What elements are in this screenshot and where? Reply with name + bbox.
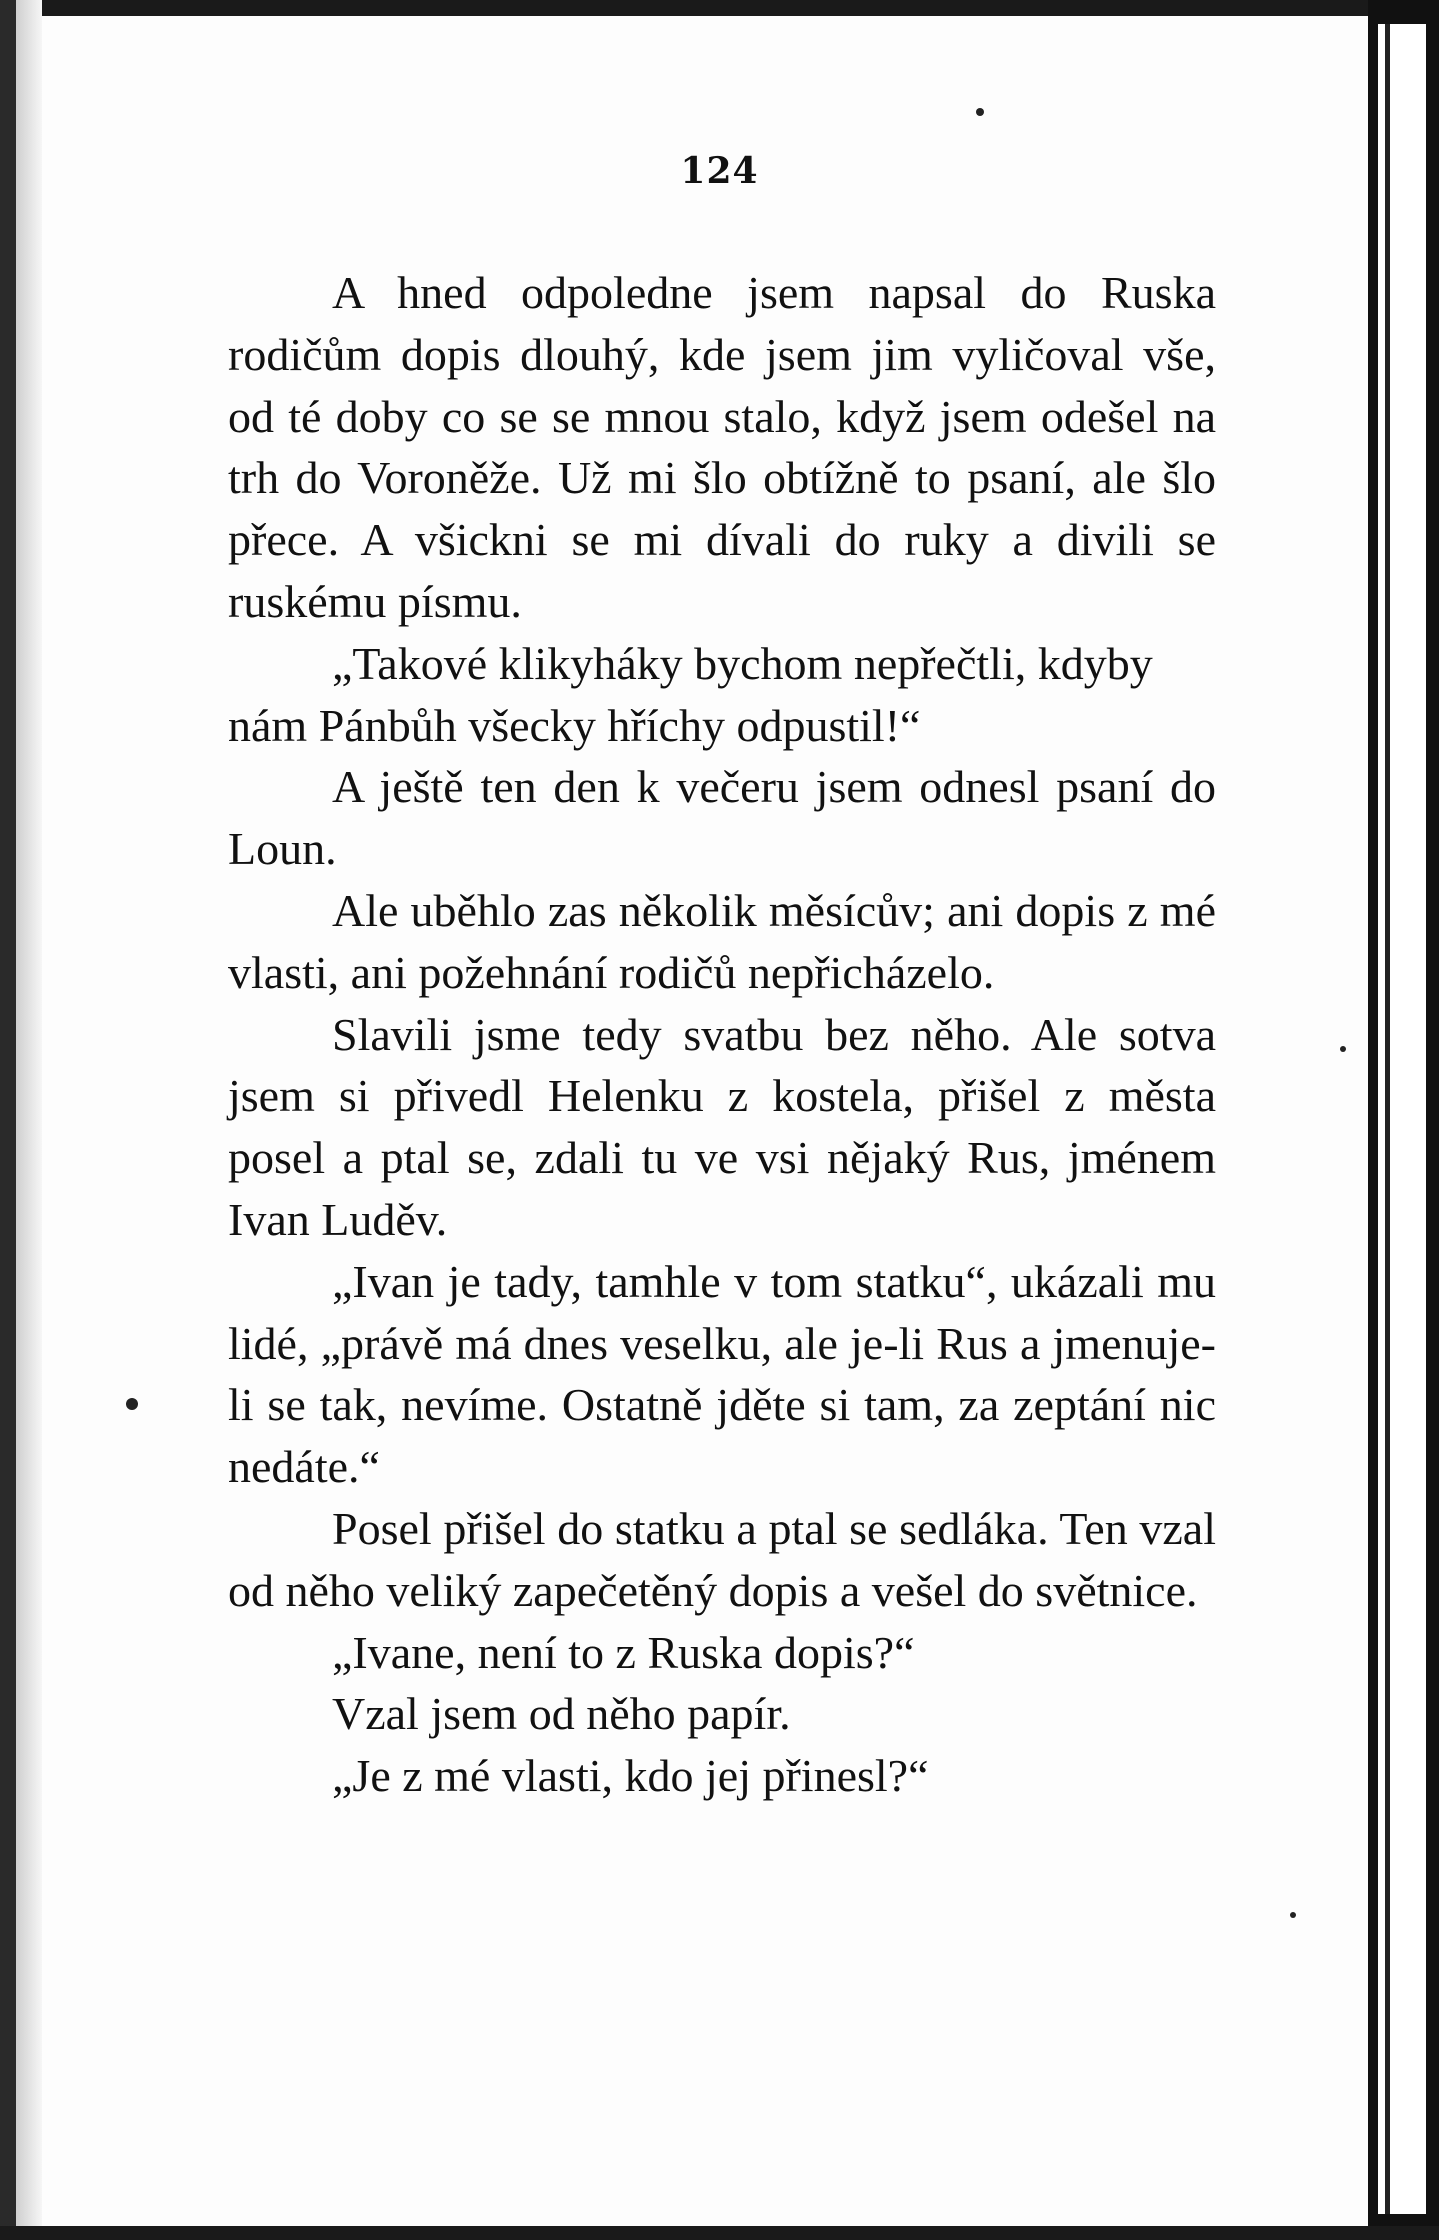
paragraph: „Ivane, není to z Ruska dopis?“ — [332, 1626, 915, 1678]
paragraph: „Je z mé vlasti, kdo jej přinesl?“ — [332, 1750, 929, 1802]
paragraph: „Takové klikyháky bychom nepřečtli, kdyby nám Pánbůh všecky hříchy odpustil!“ — [228, 637, 1153, 751]
scan-speck — [1340, 1046, 1346, 1052]
scan-top-border — [0, 0, 1439, 16]
scan-speck — [126, 1398, 138, 1410]
paragraph: Slavili jsme tedy svatbu bez něho. Ale sotva jsem si přivedl Helenku z kostela, přišel z města posel a ptal se, zdali tu ve vsi nějaký Rus, jménem Ivan Luděv. — [228, 1008, 1216, 1245]
scan-left-shadow — [16, 0, 42, 2240]
scan-left-border — [0, 0, 16, 2240]
body-text — [228, 262, 1216, 1807]
paragraph: A ještě ten den k večeru jsem odnesl psaní do Loun. — [228, 761, 1216, 875]
paragraph: Posel přišel do statku a ptal se sedláka. Ten vzal od něho veliký zapečetěný dopis a vešel do světnice. — [228, 1502, 1216, 1616]
paragraph: A hned odpoledne jsem napsal do Ruska rodičům dopis dlouhý, kde jsem jim vyličoval vše, od té doby co se se mnou stalo, když jsem odešel na trh do Voroněže. Už mi šlo obtížně to psaní, ale šlo přece. A všickni se mi dívali do ruky a divili se ruskému písmu. — [228, 267, 1216, 627]
scan-speck — [976, 108, 984, 116]
paragraph: Vzal jsem od něho papír. — [332, 1688, 791, 1740]
paragraph: Ale uběhlo zas několik měsícův; ani dopis z mé vlasti, ani požehnání rodičů nepřicházelo. — [228, 884, 1216, 998]
scan-speck — [1290, 1912, 1296, 1918]
scan-right-edge-line — [1385, 24, 1390, 2214]
scan-bottom-border — [0, 2226, 1439, 2240]
paragraph: „Ivan je tady, tamhle v tom statku“, ukázali mu lidé, „právě má dnes veselku, ale je-li Rus a jmenuje-li se tak, nevíme. Ostatně jděte si tam, za zeptání nic nedáte.“ — [228, 1255, 1216, 1493]
page-number: 124 — [680, 150, 759, 192]
